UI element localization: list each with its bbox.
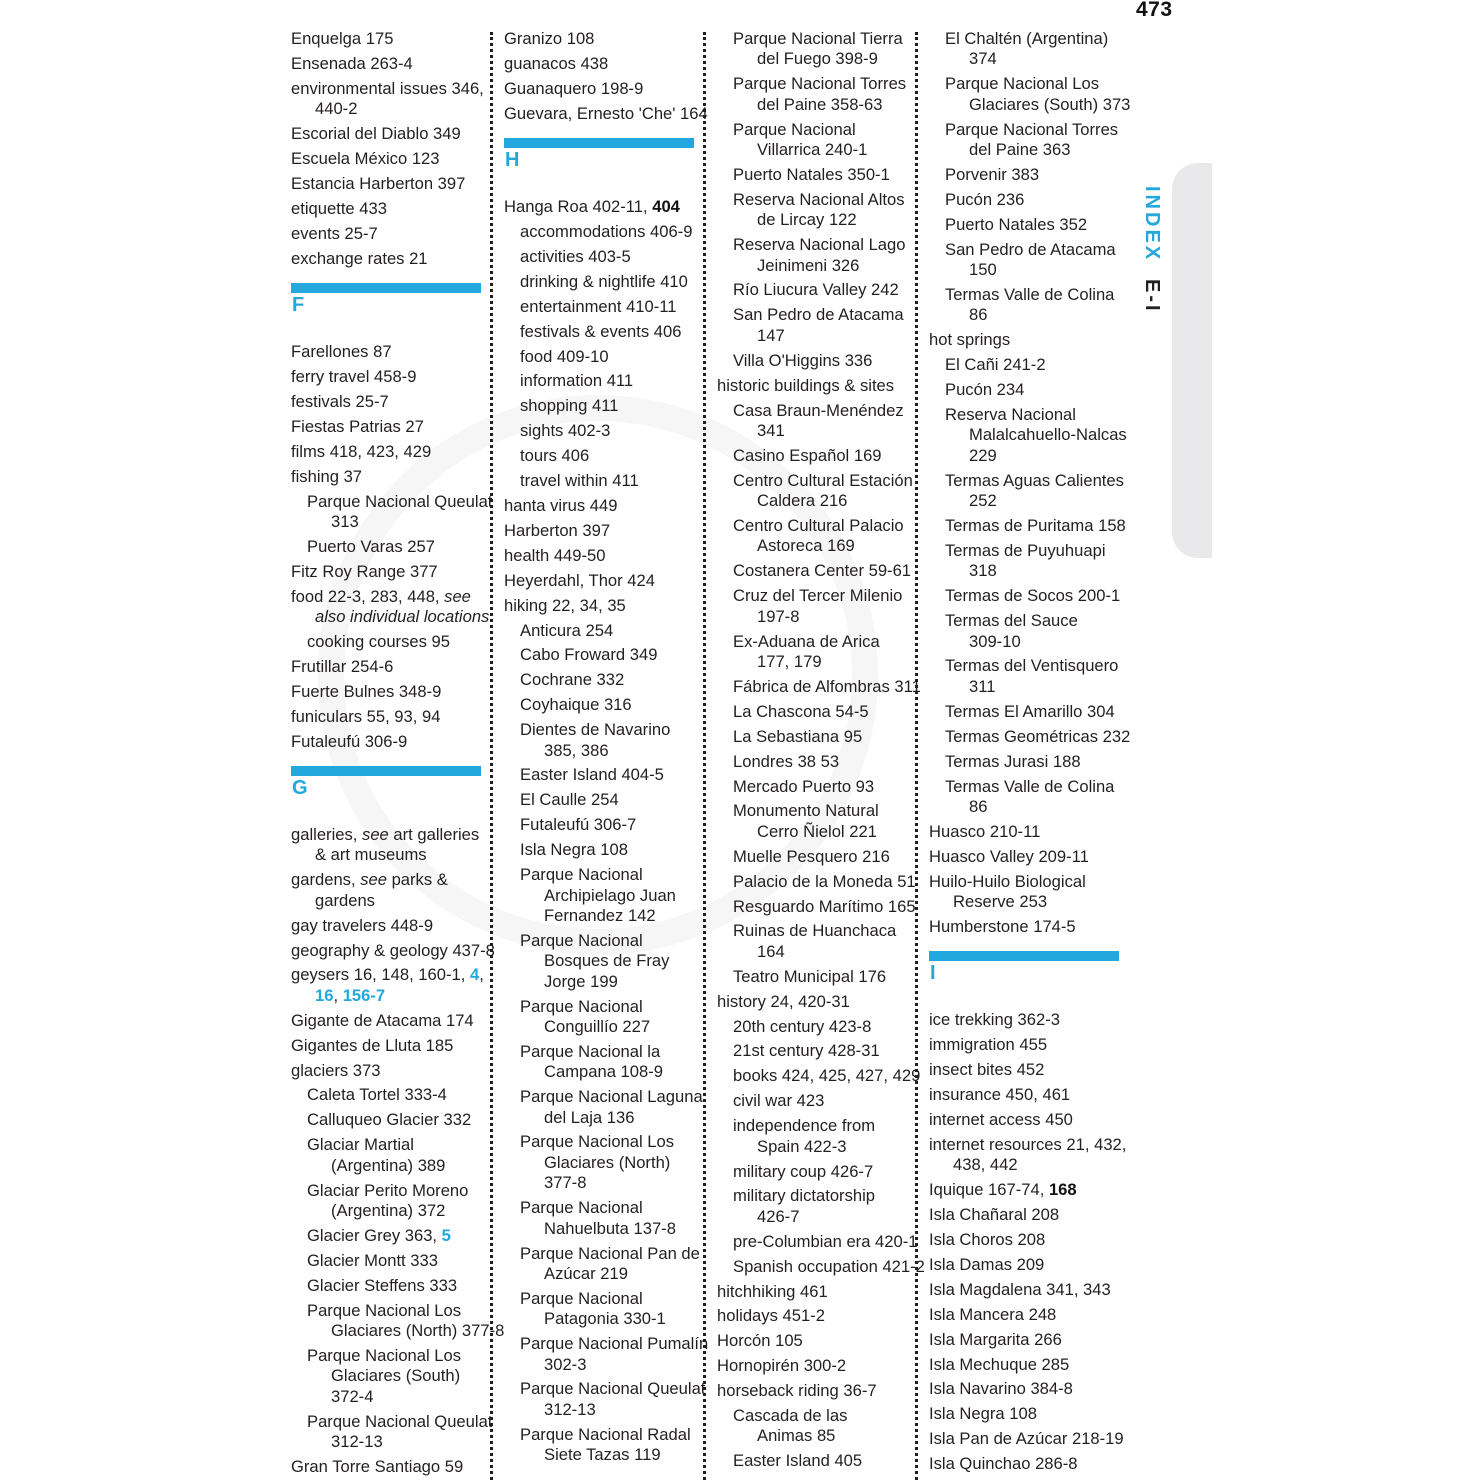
index-subentry: Anticura 254	[520, 620, 614, 640]
index-entry: guanacos 438	[504, 53, 609, 73]
index-entry: ice trekking 362-3	[929, 1010, 1060, 1030]
index-entry: Estancia Harberton 397	[291, 173, 466, 193]
section-divider-bar	[504, 138, 694, 148]
index-entry: Gran Torre Santiago 59	[291, 1456, 464, 1476]
index-subentry: pre-Columbian era 420-1	[733, 1231, 918, 1251]
index-entry: hiking 22, 34, 35	[504, 595, 626, 615]
index-subentry: El Caulle 254	[520, 790, 619, 810]
index-subentry: Termas de Socos 200-1	[945, 586, 1121, 606]
index-subentry: Glacier Montt 333	[307, 1250, 438, 1270]
index-entry: Fitz Roy Range 377	[291, 561, 438, 581]
index-entry: Frutillar 254-6	[291, 656, 394, 676]
section-letter: H	[505, 149, 520, 172]
index-subentry: Cruz del Tercer Milenio	[733, 586, 903, 606]
index-entry: Escorial del Diablo 349	[291, 124, 461, 144]
section-letter: F	[292, 294, 305, 317]
index-entry: geography & geology 437-8	[291, 940, 495, 960]
index-entry: Isla Magdalena 341, 343	[929, 1279, 1111, 1299]
section-label	[1140, 186, 1163, 313]
index-subentry: Reserva Nacional Lago	[733, 235, 906, 255]
index-subentry: Parque Nacional	[520, 1288, 643, 1308]
index-subentry: Fábrica de Alfombras 311	[733, 676, 921, 696]
index-entry: internet access 450	[929, 1109, 1073, 1129]
index-subentry: tours 406	[520, 446, 590, 466]
index-entry: & art museums	[315, 845, 427, 865]
index-subentry: 147	[757, 325, 785, 345]
index-subentry: Bosques de Fray	[544, 951, 670, 971]
index-subentry: 341	[757, 420, 785, 440]
index-entry: also individual locations	[315, 607, 490, 627]
index-entry: galleries, see art galleries	[291, 824, 480, 844]
index-subentry: Glaciar Martial	[307, 1135, 414, 1155]
index-subentry: Puerto Natales 352	[945, 214, 1088, 234]
index-subentry: Jorge 199	[544, 971, 618, 991]
index-subentry: Parque Nacional	[520, 930, 643, 950]
index-subentry: 318	[969, 561, 997, 581]
index-subentry: Mercado Puerto 93	[733, 776, 875, 796]
index-subentry: cooking courses 95	[307, 631, 450, 651]
index-subentry: Muelle Pesquero 216	[733, 846, 890, 866]
index-subentry: independence from	[733, 1116, 876, 1136]
index-subentry: Easter Island 404-5	[520, 765, 664, 785]
index-subentry: Ex-Aduana de Arica	[733, 631, 880, 651]
index-subentry: Isla Negra 108	[520, 840, 628, 860]
index-subentry: del Paine 358-63	[757, 94, 883, 114]
index-subentry: 177, 179	[757, 651, 822, 671]
index-entry: Fiestas Patrias 27	[291, 416, 424, 436]
index-entry: etiquette 433	[291, 198, 387, 218]
index-column-1	[291, 29, 505, 1477]
index-subentry: Glaciares (North)	[544, 1152, 671, 1172]
index-subentry: Parque Nacional	[520, 865, 643, 885]
index-subentry: Glaciares (South) 373	[969, 94, 1131, 114]
index-entry: gardens	[315, 890, 375, 910]
letter-section-header	[291, 273, 487, 342]
index-subentry: Parque Nacional Queulat	[520, 1379, 706, 1399]
index-entry: Guanaquero 198-9	[504, 78, 644, 98]
index-subentry: Villa O'Higgins 336	[733, 350, 873, 370]
index-subentry: military dictatorship	[733, 1186, 876, 1206]
index-subentry: 86	[969, 796, 988, 816]
index-subentry: Parque Nacional Los	[307, 1345, 462, 1365]
index-subentry: Futaleufú 306-7	[520, 815, 637, 835]
index-subentry: Ruinas de Huanchaca	[733, 921, 897, 941]
index-subentry: Termas Jurasi 188	[945, 751, 1081, 771]
index-subentry: 385, 386	[544, 740, 609, 760]
index-subentry: Palacio de la Moneda 51	[733, 871, 916, 891]
index-entry: Isla Quinchao 286-8	[929, 1454, 1078, 1474]
index-entry: Granizo 108	[504, 29, 595, 48]
index-subentry: Glaciar Perito Moreno	[307, 1180, 469, 1200]
index-entry: films 418, 423, 429	[291, 441, 432, 461]
index-subentry: Spain 422-3	[757, 1136, 847, 1156]
index-subentry: Reserva Nacional Altos	[733, 189, 905, 209]
index-entry: funiculars 55, 93, 94	[291, 706, 441, 726]
index-subentry: Porvenir 383	[945, 164, 1040, 184]
section-letter: G	[292, 776, 308, 799]
index-subentry: Teatro Municipal 176	[733, 966, 887, 986]
index-subentry: Cerro Ñielol 221	[757, 821, 877, 841]
index-subentry: 197-8	[757, 606, 800, 626]
index-entry: Isla Pan de Azúcar 218-19	[929, 1429, 1124, 1449]
letter-section-header	[504, 128, 704, 197]
section-letter: I	[930, 962, 936, 985]
index-entry: Huilo-Huilo Biological	[929, 871, 1086, 891]
index-subentry: del Fuego 398-9	[757, 49, 878, 69]
index-entry: Isla Mechuque 285	[929, 1354, 1070, 1374]
index-subentry: del Laja 136	[544, 1107, 635, 1127]
index-subentry: 20th century 423-8	[733, 1016, 872, 1036]
index-subentry: Parque Nacional la	[520, 1041, 661, 1061]
index-entry: Enquelga 175	[291, 29, 394, 48]
index-entry: gardens, see parks &	[291, 870, 448, 890]
index-subentry: Parque Nacional Tierra	[733, 29, 903, 48]
index-subentry: de Lircay 122	[757, 210, 857, 230]
index-subentry: civil war 423	[733, 1091, 825, 1111]
index-entry: food 22-3, 283, 448, see	[291, 586, 471, 606]
index-entry: Farellones 87	[291, 342, 392, 362]
index-subentry: Parque Nacional Torres	[945, 119, 1119, 139]
index-subentry: Animas 85	[757, 1426, 836, 1446]
index-subentry: Calluqueo Glacier 332	[307, 1110, 472, 1130]
index-entry: Isla Navarino 384-8	[929, 1379, 1073, 1399]
index-entry: Reserve 253	[953, 892, 1048, 912]
index-subentry: information 411	[520, 371, 634, 391]
index-subentry: Centro Cultural Palacio	[733, 516, 904, 536]
index-subentry: 309-10	[969, 631, 1021, 651]
index-entry: health 449-50	[504, 545, 606, 565]
index-subentry: Costanera Center 59-61	[733, 561, 912, 581]
index-subentry: Parque Nacional Los	[945, 74, 1100, 94]
index-entry: Futaleufú 306-9	[291, 731, 408, 751]
index-entry: 438, 442	[953, 1155, 1018, 1175]
index-entry: festivals 25-7	[291, 391, 389, 411]
index-entry: Huasco Valley 209-11	[929, 846, 1089, 866]
index-subentry: 377-8	[544, 1173, 587, 1193]
index-entry: glaciers 373	[291, 1060, 381, 1080]
index-entry: 16, 156-7	[315, 985, 386, 1005]
index-entry: hitchhiking 461	[717, 1281, 828, 1301]
index-subentry: Azúcar 219	[544, 1263, 628, 1283]
index-subentry: sights 402-3	[520, 421, 611, 441]
index-entry: insurance 450, 461	[929, 1085, 1071, 1105]
index-subentry: Nahuelbuta 137-8	[544, 1218, 676, 1238]
index-subentry: Termas del Sauce	[945, 611, 1078, 631]
index-entry: Isla Damas 209	[929, 1254, 1045, 1274]
index-subentry: Termas Valle de Colina	[945, 284, 1115, 304]
index-subentry: La Sebastiana 95	[733, 726, 863, 746]
index-subentry: 313	[331, 511, 359, 531]
index-subentry: Parque Nacional	[733, 119, 856, 139]
index-entry: geysers 16, 148, 160-1, 4,	[291, 965, 484, 985]
index-subentry: accommodations 406-9	[520, 222, 693, 242]
index-subentry: El Chaltén (Argentina)	[945, 29, 1109, 48]
index-subentry: Glaciares (South)	[331, 1366, 461, 1386]
index-subentry: San Pedro de Atacama	[945, 239, 1116, 259]
index-subentry: Pucón 236	[945, 189, 1025, 209]
index-subentry: Puerto Varas 257	[307, 536, 435, 556]
index-subentry: Jeinimeni 326	[757, 255, 860, 275]
index-subentry: Dientes de Navarino	[520, 720, 671, 740]
index-subentry: Termas Geométricas 232	[945, 726, 1131, 746]
index-subentry: Malalcahuello-Nalcas	[969, 425, 1127, 445]
index-subentry: 229	[969, 445, 997, 465]
index-subentry: (Argentina) 372	[331, 1200, 446, 1220]
index-subentry: Parque Nacional Radal	[520, 1424, 691, 1444]
index-subentry: Coyhaique 316	[520, 695, 632, 715]
index-entry: Harberton 397	[504, 520, 611, 540]
index-subentry: San Pedro de Atacama	[733, 305, 904, 325]
index-subentry: 312-13	[544, 1399, 596, 1419]
index-subentry: 426-7	[757, 1206, 800, 1226]
index-subentry: Spanish occupation 421-2	[733, 1256, 925, 1276]
index-subentry: Caldera 216	[757, 491, 848, 511]
index-subentry: travel within 411	[520, 471, 639, 491]
index-subentry: del Paine 363	[969, 140, 1071, 160]
index-subentry: Pucón 234	[945, 380, 1025, 400]
index-subentry: Villarrica 240-1	[757, 140, 868, 160]
index-subentry: Glaciares (North) 377-8	[331, 1321, 505, 1340]
index-entry: Horcón 105	[717, 1331, 803, 1351]
index-subentry: Casino Español 169	[733, 445, 882, 465]
index-subentry: entertainment 410-11	[520, 296, 677, 316]
index-subentry: El Cañi 241-2	[945, 355, 1046, 375]
index-subentry: Cochrane 332	[520, 670, 625, 690]
section-thumb-tab	[1172, 163, 1212, 558]
section-label-index: INDEX	[1141, 186, 1163, 263]
index-entry: historic buildings & sites	[717, 375, 895, 395]
index-subentry: Cascada de las	[733, 1406, 848, 1426]
index-column-2	[504, 29, 709, 1466]
index-subentry: Astoreca 169	[757, 536, 855, 556]
index-subentry: 372-4	[331, 1386, 374, 1406]
index-entry: Guevara, Ernesto 'Che' 164	[504, 103, 708, 123]
index-subentry: Parque Nacional Los	[307, 1300, 462, 1320]
index-subentry: Easter Island 405	[733, 1451, 863, 1471]
index-entry: Gigantes de Lluta 185	[291, 1035, 454, 1055]
index-subentry: Fernandez 142	[544, 905, 656, 925]
index-subentry: Termas El Amarillo 304	[945, 701, 1115, 721]
index-subentry: Conguillío 227	[544, 1016, 651, 1036]
index-subentry: Caleta Tortel 333-4	[307, 1085, 447, 1105]
letter-section-header	[291, 756, 487, 825]
index-entry: Humberstone 174-5	[929, 916, 1076, 936]
index-subentry: Parque Nacional Pan de	[520, 1243, 700, 1263]
index-subentry: 312-13	[331, 1432, 383, 1452]
index-subentry: festivals & events 406	[520, 321, 682, 341]
index-entry: fishing 37	[291, 466, 363, 486]
index-entry: Ensenada 263-4	[291, 53, 413, 73]
index-subentry: Termas de Puyuhuapi	[945, 540, 1106, 560]
section-divider-bar	[291, 283, 481, 293]
index-subentry: Monumento Natural	[733, 801, 879, 821]
index-entry: Escuela México 123	[291, 149, 440, 169]
index-entry: Isla Choros 208	[929, 1230, 1046, 1249]
index-subentry: military coup 426-7	[733, 1161, 874, 1181]
index-subentry: Reserva Nacional	[945, 405, 1076, 424]
index-subentry: 164	[757, 941, 785, 961]
column-divider	[490, 32, 493, 1480]
index-subentry: Archipielago Juan	[544, 885, 676, 905]
index-subentry: Parque Nacional Queulat	[307, 1411, 493, 1431]
index-subentry: Termas de Puritama 158	[945, 516, 1126, 536]
index-entry: history 24, 420-31	[717, 991, 850, 1011]
index-entry: horseback riding 36-7	[717, 1381, 877, 1401]
index-subentry: Parque Nacional Queulat	[307, 491, 493, 511]
index-subentry: Parque Nacional Laguna	[520, 1087, 703, 1107]
index-entry: Iquique 167-74, 168	[929, 1180, 1077, 1200]
index-entry: Hornopirén 300-2	[717, 1356, 847, 1376]
index-entry: Isla Mancera 248	[929, 1304, 1057, 1324]
index-subentry: Glacier Grey 363, 5	[307, 1225, 451, 1245]
index-subentry: Siete Tazas 119	[544, 1445, 661, 1465]
index-subentry: Casa Braun-Menéndez	[733, 400, 904, 420]
page-number: 473	[1136, 0, 1173, 21]
index-entry: Heyerdahl, Thor 424	[504, 570, 655, 590]
index-subentry: 21st century 428-31	[733, 1041, 880, 1061]
index-entry: environmental issues 346,	[291, 78, 484, 98]
index-entry: internet resources 21, 432,	[929, 1134, 1127, 1154]
section-label-range: E-I	[1141, 278, 1163, 314]
index-subentry: drinking & nightlife 410	[520, 271, 688, 291]
index-subentry: Parque Nacional	[520, 1198, 643, 1218]
index-subentry: 311	[969, 676, 996, 696]
index-subentry: 86	[969, 305, 988, 325]
index-entry: insect bites 452	[929, 1060, 1045, 1080]
index-subentry: 302-3	[544, 1354, 587, 1374]
index-subentry: food 409-10	[520, 346, 609, 366]
index-subentry: Puerto Natales 350-1	[733, 164, 890, 184]
letter-section-header	[929, 941, 1125, 1010]
index-subentry: (Argentina) 389	[331, 1155, 446, 1175]
index-entry: ferry travel 458-9	[291, 366, 417, 386]
index-entry: events 25-7	[291, 223, 378, 243]
index-subentry: books 424, 425, 427, 429	[733, 1066, 921, 1086]
index-subentry: 252	[969, 491, 997, 511]
index-entry: exchange rates 21	[291, 248, 428, 268]
index-entry: holidays 451-2	[717, 1306, 825, 1326]
index-entry: 440-2	[315, 99, 358, 119]
index-subentry: 150	[969, 260, 997, 280]
index-subentry: 374	[969, 49, 997, 69]
index-subentry: Parque Nacional Pumalín	[520, 1334, 709, 1354]
index-subentry: Termas Valle de Colina	[945, 776, 1115, 796]
index-column-4	[929, 29, 1131, 1475]
index-subentry: Glacier Steffens 333	[307, 1275, 458, 1295]
section-divider-bar	[929, 951, 1119, 961]
section-divider-bar	[291, 766, 481, 776]
index-subentry: Patagonia 330-1	[544, 1309, 666, 1329]
index-subentry: shopping 411	[520, 396, 619, 416]
index-subentry: Río Liucura Valley 242	[733, 280, 899, 300]
index-entry: hot springs	[929, 330, 1011, 350]
index-entry: Fuerte Bulnes 348-9	[291, 681, 442, 701]
index-column-3	[717, 29, 925, 1472]
index-entry: Hanga Roa 402-11, 404	[504, 197, 680, 217]
index-subentry: activities 403-5	[520, 246, 631, 266]
index-subentry: Centro Cultural Estación	[733, 470, 913, 490]
index-subentry: Parque Nacional	[520, 996, 643, 1016]
index-subentry: Cabo Froward 349	[520, 645, 658, 665]
index-entry: Isla Negra 108	[929, 1404, 1037, 1424]
index-entry: Huasco 210-11	[929, 821, 1041, 841]
index-entry: hanta virus 449	[504, 496, 618, 515]
index-subentry: Termas Aguas Calientes	[945, 470, 1124, 490]
index-entry: Isla Chañaral 208	[929, 1205, 1060, 1225]
index-entry: Isla Margarita 266	[929, 1329, 1062, 1349]
index-entry: Gigante de Atacama 174	[291, 1010, 474, 1030]
index-entry: gay travelers 448-9	[291, 915, 434, 935]
index-subentry: Termas del Ventisquero	[945, 656, 1119, 676]
index-subentry: Londres 38 53	[733, 751, 840, 771]
index-subentry: La Chascona 54-5	[733, 701, 869, 721]
index-subentry: Parque Nacional Torres	[733, 74, 907, 94]
index-entry: immigration 455	[929, 1035, 1048, 1055]
index-subentry: Resguardo Marítimo 165	[733, 896, 916, 916]
index-subentry: Campana 108-9	[544, 1062, 664, 1082]
index-subentry: Parque Nacional Los	[520, 1132, 675, 1152]
